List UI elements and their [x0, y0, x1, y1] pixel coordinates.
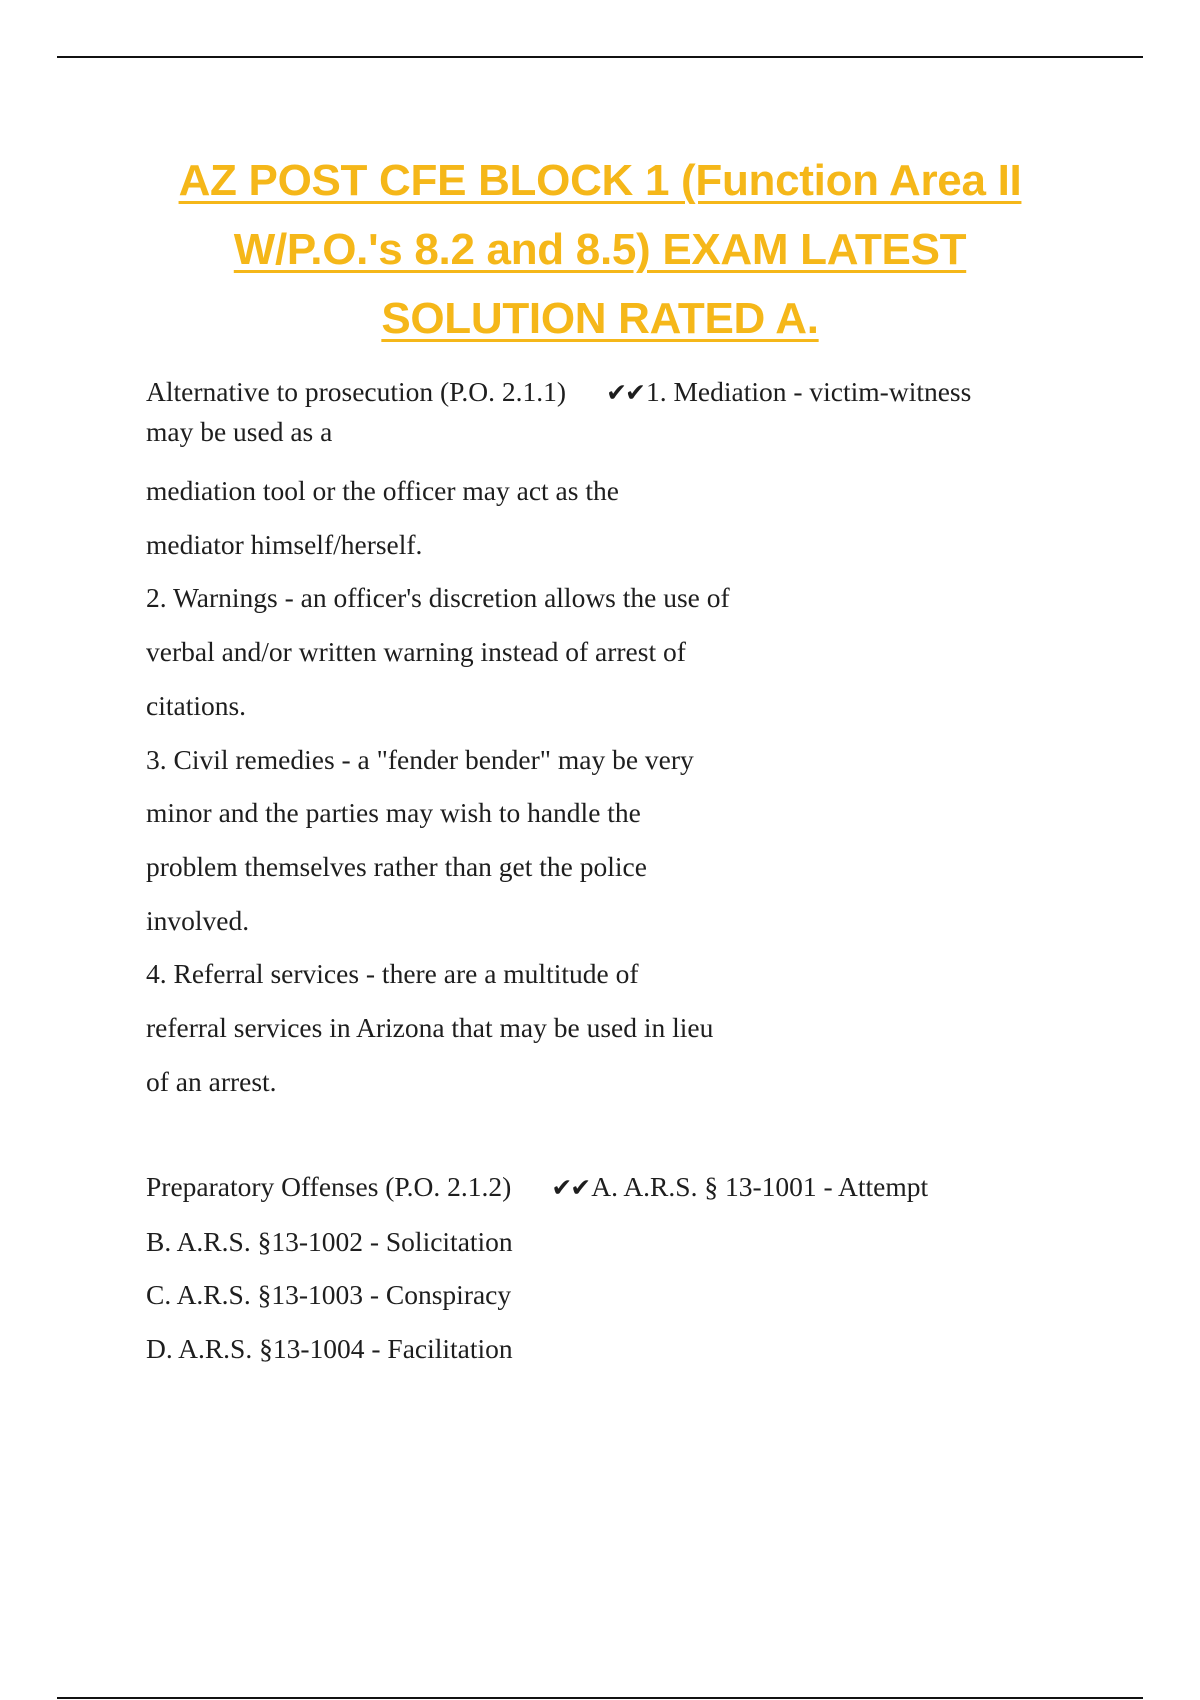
title-line-3: SOLUTION RATED A.	[381, 294, 819, 343]
answer-line: referral services in Arizona that may be used in lieu	[146, 1012, 714, 1044]
qa-item-2-answer-first: ✔✔A. A.R.S. § 13-1001 - Attempt	[551, 1171, 929, 1202]
answer-line: may be used as a	[146, 416, 333, 447]
bottom-rule	[57, 1697, 1143, 1699]
qa-item-1-head	[146, 372, 1066, 412]
answer-line: problem themselves rather than get the police	[146, 850, 647, 882]
answer-line: mediation tool or the officer may act as the	[146, 475, 619, 506]
qa-item-1-answer-first: ✔✔1. Mediation - victim-witness	[606, 376, 972, 407]
answer-line: C. A.R.S. §13-1003 - Conspiracy	[146, 1279, 512, 1311]
title-line-2: W/P.O.'s 8.2 and 8.5) EXAM LATEST	[233, 225, 967, 274]
qa-item-2-question: Preparatory Offenses (P.O. 2.1.2)	[146, 1171, 512, 1202]
answer-line: B. A.R.S. §13-1002 - Solicitation	[146, 1225, 513, 1257]
answer-line: 2. Warnings - an officer's discretion allows the use of	[146, 582, 730, 614]
answer-line: mediator himself/herself.	[146, 528, 423, 560]
answer-line: citations.	[146, 689, 247, 721]
qa-item-1	[146, 372, 1066, 451]
answer-line: minor and the parties may wish to handle the	[146, 797, 641, 829]
top-rule	[57, 56, 1143, 58]
check-mark-icon: ✔✔	[606, 378, 644, 407]
answer-line: verbal and/or written warning instead of arrest of	[146, 636, 686, 668]
answer-line: 4. Referral services - there are a multitude of	[146, 958, 639, 990]
answer-line: involved.	[146, 904, 250, 936]
qa-item-1-question: Alternative to prosecution (P.O. 2.1.1)	[146, 376, 567, 407]
qa-item-2	[146, 1160, 1066, 1376]
check-mark-icon: ✔✔	[551, 1173, 590, 1202]
document-title	[100, 146, 1100, 353]
answer-line: of an arrest.	[146, 1065, 277, 1097]
qa-item-1-answer-body	[146, 464, 730, 1108]
title-line-1: AZ POST CFE BLOCK 1 (Function Area II	[178, 156, 1022, 205]
answer-line: 3. Civil remedies - a "fender bender" may be very	[146, 743, 694, 775]
answer-line: D. A.R.S. §13-1004 - Facilitation	[146, 1333, 513, 1365]
qa-item-2-head	[146, 1160, 1066, 1215]
